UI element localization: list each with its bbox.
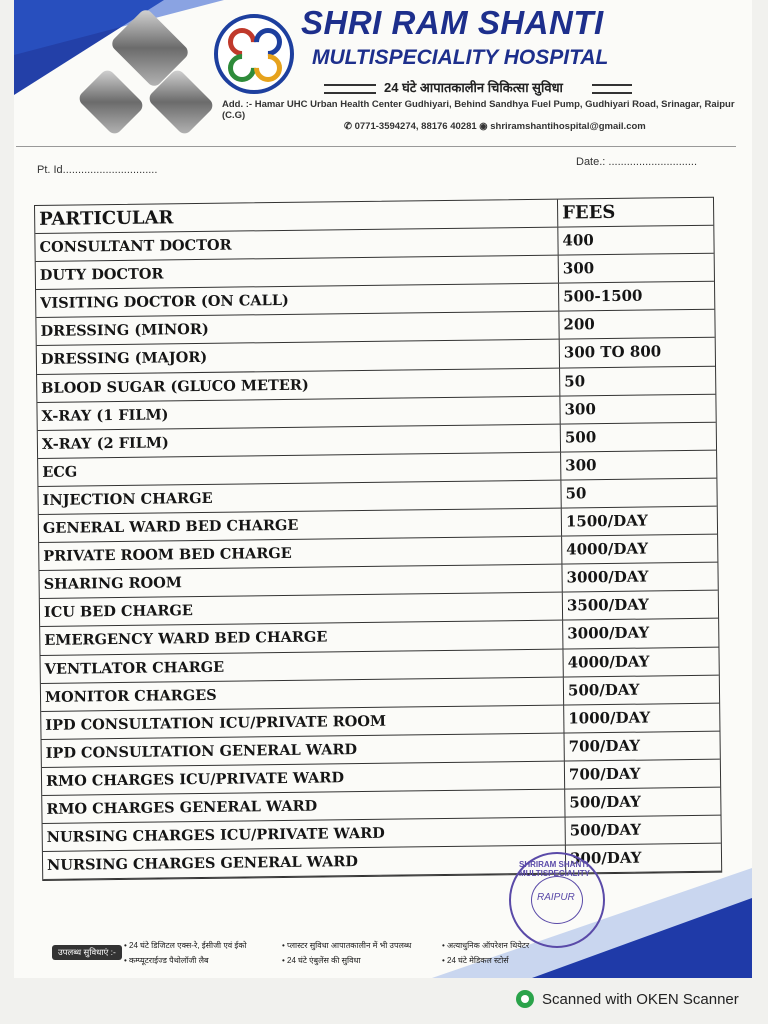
particular-cell: IPD CONSULTATION GENERAL WARD xyxy=(42,733,565,766)
particular-cell: NURSING CHARGES ICU/PRIVATE WARD xyxy=(43,818,566,851)
hospital-contact xyxy=(344,121,646,132)
particular-cell: ICU BED CHARGE xyxy=(40,593,563,626)
particular-cell: EMERGENCY WARD BED CHARGE xyxy=(40,621,563,654)
particular-cell: VISITING DOCTOR (ON CALL) xyxy=(36,284,559,317)
facilities-label: उपलब्ध सुविधाएं :- xyxy=(52,945,122,960)
stamp-ring-text: SHRIRAM SHANTI MULTISPECIALITY xyxy=(519,860,590,878)
fees-cell: 50 xyxy=(564,371,586,391)
scanner-logo-icon xyxy=(516,990,534,1008)
facility-item: • कम्प्यूटराईज्ड पैथोलॉजी लैब xyxy=(124,956,209,965)
fees-cell: 3500/DAY xyxy=(566,595,649,615)
tagline-rule-right xyxy=(592,84,632,94)
date-field: Date.: ............................. xyxy=(576,156,698,168)
fees-cell: 300 xyxy=(562,259,595,278)
particular-cell: NURSING CHARGES GENERAL WARD xyxy=(43,846,566,879)
patient-id-field: Pt. Id............................... xyxy=(37,164,158,176)
particular-cell: VENTLATOR CHARGE xyxy=(41,649,564,682)
facility-item: • 24 घंटे मेडिकल स्टोर्स xyxy=(442,956,509,965)
fees-cell: 700/DAY xyxy=(568,764,641,784)
fees-cell: 3000/DAY xyxy=(566,567,649,587)
fee-table xyxy=(34,197,722,882)
particular-cell: IPD CONSULTATION ICU/PRIVATE ROOM xyxy=(41,705,564,738)
fees-cell: 3000/DAY xyxy=(567,623,650,643)
hospital-name: SHRI RAM SHANTI xyxy=(301,4,604,41)
particular-cell: BLOOD SUGAR (GLUCO METER) xyxy=(37,368,560,401)
hospital-tagline: 24 घंटे आपातकालीन चिकित्सा सुविधा xyxy=(384,80,563,95)
particular-cell: ECG xyxy=(38,452,561,485)
particular-cell: RMO CHARGES GENERAL WARD xyxy=(42,790,565,823)
facility-item: • 24 घंटे एंबुलेंस की सुविधा xyxy=(282,956,361,965)
particular-cell: PRIVATE ROOM BED CHARGE xyxy=(39,537,562,570)
scanner-text: Scanned with OKEN Scanner xyxy=(542,990,739,1008)
facility-item: • अत्याधुनिक ऑपरेशन थियेटर xyxy=(442,941,530,950)
hospital-logo xyxy=(214,14,294,94)
particular-cell: DRESSING (MINOR) xyxy=(36,312,559,345)
letterhead-page xyxy=(14,0,752,978)
header-divider xyxy=(16,146,736,147)
fees-cell: 300 TO 800 xyxy=(563,342,662,363)
particular-cell: DRESSING (MAJOR) xyxy=(37,340,560,373)
particular-cell: CONSULTANT DOCTOR xyxy=(35,228,558,261)
particular-cell: X-RAY (1 FILM) xyxy=(37,396,560,429)
fees-cell: 4000/DAY xyxy=(567,652,650,672)
email-address: shriramshantihospital@gmail.com xyxy=(490,121,646,132)
particular-cell: MONITOR CHARGES xyxy=(41,677,564,710)
hospital-stamp xyxy=(509,852,605,948)
email-icon: ◉ xyxy=(479,121,488,132)
hospital-subtitle: MULTISPECIALITY HOSPITAL xyxy=(312,46,609,69)
phone-number: 0771-3594274, 88176 40281 xyxy=(354,121,477,132)
fees-cell: 4000/DAY xyxy=(566,539,649,559)
fees-cell: 400 xyxy=(562,231,594,250)
fees-cell: 500-1500 xyxy=(563,286,643,306)
hospital-address: Add. :- Hamar UHC Urban Health Center Gudhiyari, Behind Sandhya Fuel Pump, Gudhiyari Road, Srinagar, Raipur (C.G) xyxy=(222,99,735,121)
fees-cell: 300 xyxy=(564,399,596,419)
phone-icon: ✆ xyxy=(344,121,352,132)
facility-item: • 24 घंटे डिजिटल एक्स-रे, ईसीजी एवं ईको xyxy=(124,941,247,950)
fees-cell: 500/DAY xyxy=(569,820,642,840)
fees-cell: 50 xyxy=(565,484,587,503)
particular-cell: DUTY DOCTOR xyxy=(36,256,559,289)
tagline-rule-left xyxy=(324,84,376,94)
particular-cell: X-RAY (2 FILM) xyxy=(38,424,561,457)
scanner-watermark xyxy=(516,990,739,1008)
fees-cell: 1000/DAY xyxy=(568,708,651,728)
stamp-city: RAIPUR xyxy=(537,892,575,903)
particular-header: PARTICULAR xyxy=(35,200,558,233)
fees-cell: 300 xyxy=(565,455,597,475)
fees-cell: 200 xyxy=(563,315,595,334)
facility-item: • प्लास्टर सुविधा आपातकालीन में भी उपलब्ध xyxy=(282,941,412,950)
fees-cell: 300/DAY xyxy=(569,848,642,868)
fees-cell: 700/DAY xyxy=(568,736,641,756)
particular-cell: RMO CHARGES ICU/PRIVATE WARD xyxy=(42,761,565,794)
fees-cell: 1500/DAY xyxy=(565,511,648,531)
fees-cell: 500/DAY xyxy=(567,680,640,700)
particular-cell: SHARING ROOM xyxy=(39,565,562,598)
particular-cell: GENERAL WARD BED CHARGE xyxy=(39,509,562,542)
fees-cell: 500/DAY xyxy=(569,792,641,812)
fees-cell: 500 xyxy=(564,427,597,447)
particular-cell: INJECTION CHARGE xyxy=(38,481,561,514)
fees-header: FEES xyxy=(562,201,616,224)
